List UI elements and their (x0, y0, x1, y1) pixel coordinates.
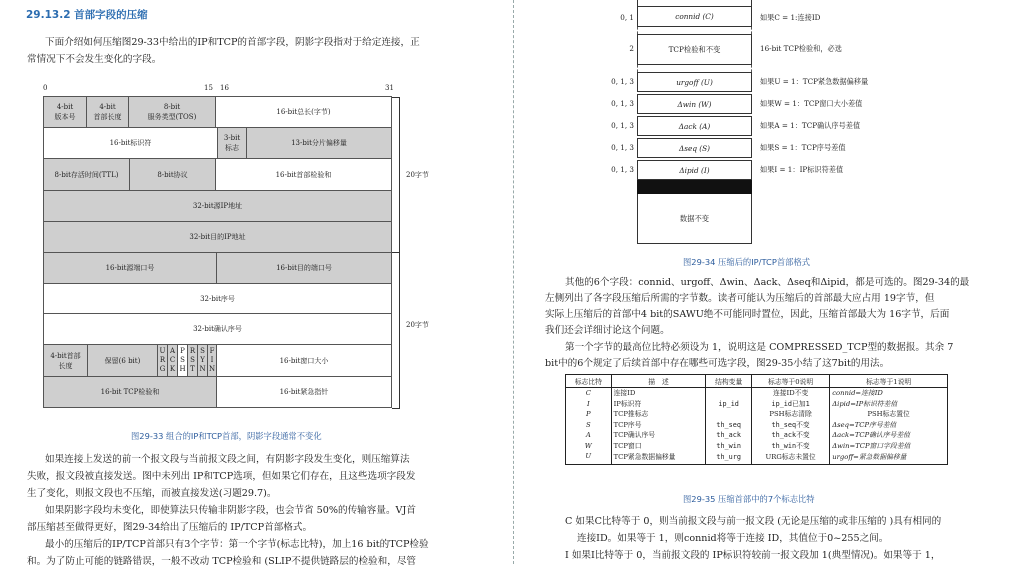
cell-flag: W (584, 441, 592, 450)
flag-ack: A C K (167, 344, 178, 377)
table-row (566, 409, 948, 420)
body-line-6: 最小的压缩后的IP/TCP首部只有3个字节：第一个字节(标志比特)，加上16 bit的TCP检验 (45, 539, 429, 550)
fig34-bits-ipid: 0, 1, 3 (611, 165, 634, 174)
body-line-1: 如果连接上发送的前一个报文段与当前报文段之间，有阴影字段发生变化，则压缩算法 (45, 454, 410, 465)
cell-var: th_ack (706, 430, 752, 441)
fig34-desc-ack: 如果A = 1：TCP确认序号差值 (760, 121, 861, 130)
figure-29-35-table (565, 374, 948, 465)
ruler-31: 31 (385, 84, 394, 92)
flag-psh: P S H (177, 344, 188, 377)
section-heading: 29.13.2 首部字段的压缩 (26, 9, 148, 21)
ip-version: 4-bit 版本号 (43, 96, 87, 128)
cell-desc: TCP序号 (611, 420, 706, 431)
col-description: 描 述 (611, 375, 706, 388)
table-row (566, 388, 948, 399)
ip-protocol: 8-bit协议 (129, 158, 216, 191)
fig34-bits-ack: 0, 1, 3 (611, 121, 634, 130)
figure-29-35-caption: 图29-35 压缩首部中的7个标志比特 (683, 494, 815, 504)
ruler-15: 15 (204, 84, 213, 92)
fig34-bits-win: 0, 1, 3 (611, 99, 634, 108)
flag-urg: U R G (157, 344, 168, 377)
cell-var: ip_id (706, 399, 752, 410)
r-para3-line-1: C 如果C比特等于 0，则当前报文段与前一报文段 (无论是压缩的或非压缩的 )具有相同的 (565, 516, 942, 527)
fig34-bits-connid: 0, 1 (620, 13, 634, 22)
tcp-ack-number: 32-bit确认序号 (43, 313, 392, 345)
cell-desc: TCP窗口 (611, 441, 706, 452)
page-divider (513, 0, 514, 564)
r-para1-line-4: 我们还会详细讨论这个问题。 (545, 325, 670, 336)
fig34-dash (751, 27, 752, 34)
fig34-dash (637, 65, 638, 72)
ruler-0: 0 (43, 84, 48, 92)
table-row (566, 399, 948, 410)
cell-zero: th_seq不变 (751, 420, 829, 431)
flag-fin: F I N (207, 344, 217, 377)
r-para1-line-2: 左侧列出了各字段压缩后所需的字节数。读者可能认为压缩后的首部最大应占用 19字节，但 (545, 293, 935, 304)
body-line-3: 生了变化，则报文段也不压缩，而被直接发送(习题29.7)。 (27, 488, 277, 499)
cell-flag: A (585, 431, 591, 439)
fig34-dash (751, 65, 752, 72)
cell-zero: th_ack不变 (751, 430, 829, 441)
r-para2-line-1: 第一个字节的最高位比特必须设为 1，说明这是 COMPRESSED_TCP型的数据报。其余 7 (565, 342, 954, 353)
tcp-brace-label: 20字节 (406, 321, 429, 329)
cell-var: th_seq (706, 420, 752, 431)
tcp-urgent-pointer: 16-bit紧急指针 (216, 376, 392, 408)
cell-flag: C (585, 389, 591, 397)
fig34-urgoff: urgoff (U) (637, 72, 752, 92)
cell-flag: I (586, 399, 590, 408)
tcp-dest-port: 16-bit目的端口号 (216, 252, 392, 284)
ip-fragment-offset: 13-bit分片偏移量 (246, 127, 392, 159)
fig34-ipid: Δipid (I) (637, 160, 752, 180)
cell-desc: TCP确认序号 (611, 430, 706, 441)
brace-tick (392, 408, 400, 409)
cell-var (706, 388, 752, 399)
fig34-desc-win: 如果W = 1：TCP窗口大小差值 (760, 99, 863, 108)
ip-total-length: 16-bit总长(字节) (215, 96, 392, 128)
body-line-2: 失败，报文段被直接发送。图中未列出 IP和TCP选项，但如果它们存在，且这些选项字段发 (27, 471, 416, 482)
fig34-data: 数据不变 (637, 194, 752, 244)
table-row (566, 430, 948, 441)
cell-flag: U (585, 452, 592, 460)
flag-syn: S Y N (197, 344, 208, 377)
cell-zero: PSH标志清除 (751, 409, 829, 420)
fig34-bits-checksum: 2 (629, 44, 634, 53)
fig34-connid: connid (C) (637, 7, 752, 27)
fig34-black-bar (637, 180, 752, 194)
cell-one: Δack=TCP确认序号差值 (830, 430, 948, 441)
r-para3-line-2: 连接ID。如果等于 1，则connid将等于连接 ID，其值位于0~255之间。 (577, 533, 889, 544)
tcp-source-port: 16-bit源端口号 (43, 252, 217, 284)
figure-29-34-caption: 图29-34 压缩后的IP/TCP首部格式 (683, 257, 811, 267)
ruler-16: 16 (220, 84, 229, 92)
fig34-bits-seq: 0, 1, 3 (611, 143, 634, 152)
brace-tick (392, 97, 400, 98)
body-line-4: 如果阴影字段均未变化，即使算法只传输非阴影字段，也会节省 50%的传输容量。VJ首 (45, 505, 416, 516)
ip-tos: 8-bit 服务类型(TOS) (128, 96, 216, 128)
tcp-checksum: 16-bit TCP检验和 (43, 376, 217, 408)
col-flag-0: 标志等于0说明 (751, 375, 829, 388)
flag-rst: R S T (187, 344, 198, 377)
tcp-reserved: 保留(6 bit) (87, 344, 158, 377)
cell-one: urgoff=紧急数据偏移量 (830, 451, 948, 464)
ip-header-length: 4-bit 首部长度 (86, 96, 129, 128)
ip-identification: 16-bit标识符 (43, 127, 218, 159)
cell-desc: IP标识符 (611, 399, 706, 410)
ip-flags: 3-bit 标志 (217, 127, 247, 159)
cell-zero: ip_id已加1 (751, 399, 829, 410)
r-para1-line-3: 实际上压缩后的首部中4 bit的SAWU绝不可能同时置位，因此，压缩首部最大为 16字节，后面 (545, 309, 950, 320)
fig34-dash (637, 27, 638, 34)
cell-one: Δipid=IP标识符差值 (830, 399, 948, 410)
fig34-top-box (637, 0, 752, 7)
body-line-7: 和。为了防止可能的链路错误，一般不改动 TCP检验和 (SLIP不提供链路层的检验和，尽管 (27, 556, 417, 567)
fig34-bits-urgoff: 0, 1, 3 (611, 77, 634, 86)
r-para1-line-1: 其他的6个字段：connid、urgoff、Δwin、Δack、Δseq和Δipid，都是可选的。图29-34的最 (565, 277, 970, 288)
cell-one: Δwin=TCP窗口字段差值 (830, 441, 948, 452)
table-row (566, 420, 948, 431)
cell-flag: P (586, 410, 591, 418)
ip-brace (399, 97, 400, 252)
fig34-desc-seq: 如果S = 1：TCP序号差值 (760, 143, 846, 152)
ip-ttl: 8-bit存活时间(TTL) (43, 158, 130, 191)
cell-desc: 连接ID (611, 388, 706, 399)
fig34-desc-urgoff: 如果U = 1：TCP紧急数据偏移量 (760, 77, 869, 86)
table-row (566, 441, 948, 452)
cell-var: th_win (706, 441, 752, 452)
body-line-5: 部压缩甚至做得更好，图29-34给出了压缩后的 IP/TCP首部格式。 (27, 522, 313, 533)
fig34-seq: Δseq (S) (637, 138, 752, 158)
cell-desc: TCP紧急数据偏移量 (611, 451, 706, 464)
r-para2-line-2: bit中的6个规定了后续首部中存在哪些可选字段，图29-35小结了这7bit的用法。 (545, 358, 890, 369)
cell-one: Δseq=TCP序号差值 (830, 420, 948, 431)
cell-zero: th_win不变 (751, 441, 829, 452)
cell-flag: S (585, 420, 591, 429)
cell-var (706, 409, 752, 420)
fig34-desc-connid: 如果C = 1:连接ID (760, 13, 821, 22)
table-row (566, 451, 948, 464)
tcp-header-length: 4-bit首部 长度 (43, 344, 88, 377)
tcp-sequence-number: 32-bit序号 (43, 283, 392, 314)
figure-29-33-caption: 图29-33 组合的IP和TCP首部，阴影字段通常不变化 (131, 431, 322, 441)
cell-one: connid=连接ID (830, 388, 948, 399)
cell-desc: TCP推标志 (611, 409, 706, 420)
fig34-desc-checksum: 16-bit TCP检验和，必选 (760, 44, 842, 53)
ip-brace-label: 20字节 (406, 171, 429, 179)
cell-one: PSH标志置位 (830, 409, 948, 420)
fig34-ack: Δack (A) (637, 116, 752, 136)
ip-source-address: 32-bit源IP地址 (43, 190, 392, 222)
cell-zero: 连接ID不变 (751, 388, 829, 399)
tcp-brace (399, 253, 400, 408)
fig34-desc-ipid: 如果I = 1：IP标识符差值 (760, 165, 844, 174)
intro-line-2: 常情况下不会发生变化的字段。 (27, 54, 162, 65)
fig34-win: Δwin (W) (637, 94, 752, 114)
tcp-window-size: 16-bit窗口大小 (216, 344, 392, 377)
r-para3-line-3: I 如果I比特等于 0，当前报文段的 IP标识符较前一报文段加 1(典型情况)。如果等于 1， (565, 550, 941, 561)
cell-var: th_urg (706, 451, 752, 464)
fig34-checksum: TCP检验和不变 (637, 34, 752, 65)
col-flag-1: 标志等于1说明 (830, 375, 948, 388)
col-flag-bit: 标志比特 (566, 375, 612, 388)
intro-line-1: 下面介绍如何压缩图29-33中给出的IP和TCP的首部字段，阴影字段指对于给定连接，正 (45, 37, 420, 48)
ip-dest-address: 32-bit目的IP地址 (43, 221, 392, 253)
ip-header-checksum: 16-bit首部检验和 (215, 158, 392, 191)
col-struct-var: 结构变量 (706, 375, 752, 388)
cell-zero: URG标志未置位 (751, 451, 829, 464)
